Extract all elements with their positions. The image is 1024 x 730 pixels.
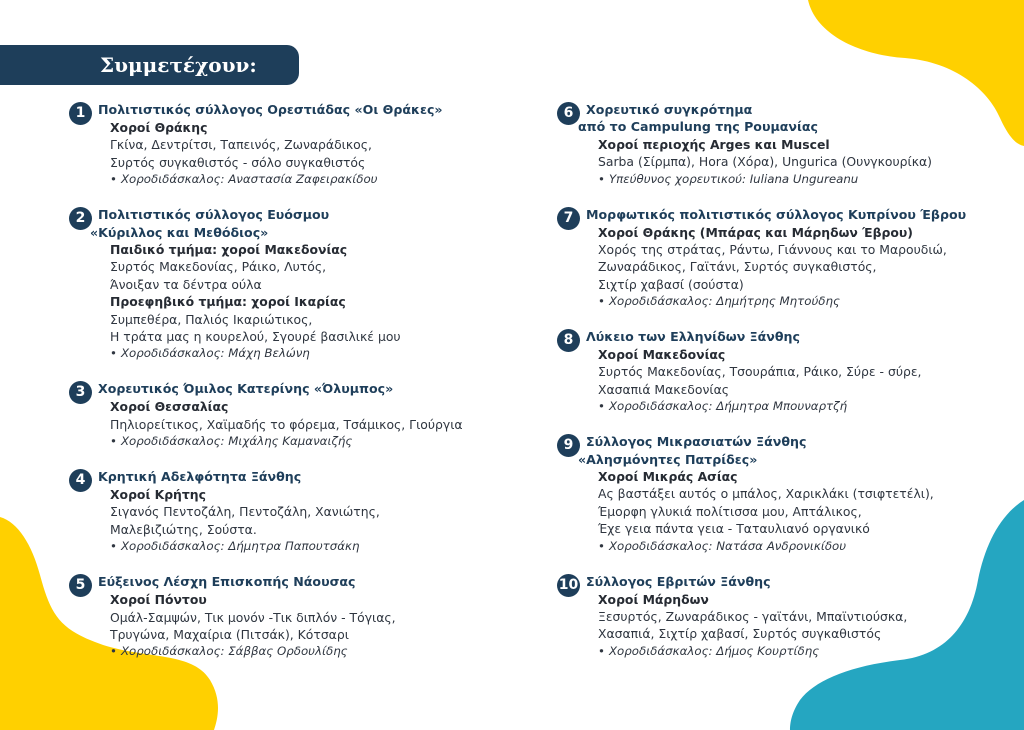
entry-title (557, 101, 997, 136)
instructor-note (598, 643, 997, 660)
left-column (69, 101, 509, 678)
instructor-text: Χοροδιδάσκαλος: Μάχη Βελώνη (120, 346, 310, 361)
instructor-text: Χοροδιδάσκαλος: Δήμητρα Μπουναρτζή (608, 399, 848, 414)
dance-group-heading: Χοροί Μικράς Ασίας (598, 469, 738, 484)
dance-list-line: Συρτός Μακεδονίας, Τσουράπια, Ράικο, Σύρε - σύρε, (598, 364, 922, 380)
entry-title-line: Μορφωτικός πολιτιστικός σύλλογος Κυπρίνου Έβρου (586, 206, 967, 222)
participant-entry (69, 468, 509, 556)
dance-group-heading: Χοροί Θράκης (Μπάρας και Μάρηδων Έβρου) (598, 224, 913, 240)
entry-body (69, 486, 509, 556)
entry-number-badge: 1 (69, 102, 92, 125)
dance-group-heading: Χοροί Μάρηδων (598, 591, 709, 607)
dance-list-line: Χορός της στράτας, Ράντω, Γιάννους και το Μαρουδιώ, (598, 241, 947, 257)
instructor-note (110, 433, 509, 450)
instructor-text: Χοροδιδάσκαλος: Μιχάλης Καμαναιζής (120, 434, 353, 449)
bullet-icon: • (110, 539, 117, 554)
bullet-icon: • (598, 399, 605, 414)
entry-title-line: «Κύριλλος και Μεθόδιος» (90, 224, 269, 240)
entry-title-line: Πολιτιστικός σύλλογος Ορεστιάδας «Οι Θράκες» (98, 102, 443, 117)
instructor-text: Χοροδιδάσκαλος: Νατάσα Ανδρονικίδου (608, 538, 847, 553)
entry-number-badge: 2 (69, 207, 92, 230)
entry-number-badge: 8 (557, 329, 580, 352)
entry-title-row (69, 101, 509, 119)
bullet-icon: • (110, 434, 117, 449)
participant-entry (557, 433, 997, 555)
instructor-text: Χοροδιδάσκαλος: Δήμητρα Παπουτσάκη (120, 539, 360, 554)
dance-list-line: Η τράτα μας η κουρελού, Σγουρέ βασιλικέ μου (110, 328, 401, 344)
right-column (557, 101, 997, 678)
dance-list-line: Χασαπιά, Σιχτίρ χαβασί, Συρτός συγκαθιστός (598, 626, 882, 642)
participant-entry (69, 380, 509, 450)
participant-entry (69, 206, 509, 363)
entry-title-line: από το Campulung της Ρουμανίας (578, 119, 818, 135)
dance-list-line: Έμορφη γλυκιά πολίτισσα μου, Απτάλικος, (598, 503, 862, 519)
page-title: Συμμετέχουν: (0, 45, 299, 85)
bullet-icon: • (598, 171, 605, 186)
participant-entry (557, 573, 997, 661)
dance-group-heading: Χοροί Μακεδονίας (598, 347, 726, 363)
entry-title (557, 206, 997, 223)
dance-list-line: Σιχτίρ χαβασί (σούστα) (598, 276, 744, 292)
entry-title (69, 101, 509, 118)
instructor-text: Υπεύθυνος χορευτικού: Iuliana Ungureanu (608, 171, 859, 186)
entry-number-badge: 4 (69, 469, 92, 492)
entry-title (69, 206, 509, 241)
entry-title-row (69, 206, 509, 241)
entry-title-line: Σύλλογος Εβριτών Ξάνθης (586, 573, 771, 589)
instructor-note (110, 345, 509, 362)
entry-number-badge: 3 (69, 381, 92, 404)
dance-list-line: Ομάλ-Σαμψών, Τικ μονόν -Τικ διπλόν - Τόγιας, (110, 609, 396, 625)
dance-list-line: Άνοιξαν τα δέντρα ούλα (110, 276, 262, 292)
bullet-icon: • (598, 294, 605, 309)
entry-title (69, 468, 509, 485)
entry-body (557, 468, 997, 555)
entry-title (69, 380, 509, 397)
entry-title-line: Χορευτικό συγκρότημα (586, 102, 753, 117)
entry-body (557, 346, 997, 416)
entry-title-row (69, 573, 509, 594)
entry-title-line: Χορευτικός Όμιλος Κατερίνης «Όλυμπος» (98, 381, 394, 397)
bullet-icon: • (598, 643, 605, 658)
entry-title-line: Εύξεινος Λέσχη Επισκοπής Νάουσας (98, 574, 356, 590)
entry-title-line: Κρητική Αδελφότητα Ξάνθης (98, 469, 302, 484)
entry-body (69, 241, 509, 363)
instructor-note (598, 293, 997, 310)
entry-title-line: «Αλησμόνητες Πατρίδες» (578, 451, 758, 467)
bullet-icon: • (110, 172, 117, 187)
entry-title (557, 433, 997, 468)
entry-title-row (557, 206, 997, 224)
entry-title-line: Σύλλογος Μικρασιατών Ξάνθης (586, 434, 807, 450)
dance-list-line: Ας βαστάξει αυτός ο μπάλος, Χαρικλάκι (τσιφτετέλι), (598, 486, 934, 502)
dance-list-line: Συμπεθέρα, Παλιός Ικαριώτικος, (110, 311, 313, 327)
instructor-text: Χοροδιδάσκαλος: Αναστασία Ζαφειρακίδου (120, 172, 378, 187)
participant-entry (69, 573, 509, 661)
entry-title-line: Πολιτιστικός σύλλογος Ευόσμου (98, 207, 330, 223)
instructor-note (110, 643, 509, 660)
dance-list-line: Sarba (Σίρμπα), Hora (Χόρα), Ungurica (Ουνγκουρίκα) (598, 154, 933, 170)
entry-number-badge: 5 (69, 574, 92, 597)
entry-body (557, 591, 997, 661)
dance-group-heading: Χοροί Θράκης (110, 120, 208, 135)
entry-title-row (69, 468, 509, 486)
entry-title (69, 573, 509, 590)
bullet-icon: • (110, 644, 117, 659)
entry-body (69, 398, 509, 450)
dance-group-heading: Χοροί περιοχής Arges και Muscel (598, 136, 830, 152)
entry-number-badge: 6 (557, 102, 580, 125)
dance-group-heading: Χοροί Πόντου (110, 592, 207, 608)
instructor-note (598, 398, 997, 415)
entry-title-line: Λύκειο των Ελληνίδων Ξάνθης (586, 329, 800, 345)
entry-title-row (557, 328, 997, 349)
bullet-icon: • (110, 346, 117, 361)
entry-title-row (69, 380, 509, 401)
dance-list-line: Γκίνα, Δεντρίτσι, Ταπεινός, Ζωναράδικος, (110, 137, 372, 153)
entry-title (557, 573, 997, 590)
instructor-text: Χοροδιδάσκαλος: Δήμος Κουρτίδης (608, 643, 820, 658)
dance-list-line: Χασαπιά Μακεδονίας (598, 381, 730, 397)
dance-list-line: Έχε γεια πάντα γεια - Ταταυλιανό οργανικό (598, 521, 870, 537)
instructor-text: Χοροδιδάσκαλος: Δημήτρης Μητούδης (608, 294, 840, 309)
dance-group-heading: Χοροί Κρήτης (110, 487, 206, 502)
entry-title-row (557, 573, 997, 591)
entry-number-badge: 7 (557, 207, 580, 230)
participant-entry (557, 328, 997, 416)
dance-group-heading: Χοροί Θεσσαλίας (110, 399, 229, 415)
entry-title-row (557, 101, 997, 136)
entry-body (557, 224, 997, 311)
participant-entry (557, 206, 997, 311)
dance-list-line: Ξεσυρτός, Ζωναράδικος - γαϊτάνι, Μπαϊντιούσκα, (598, 608, 908, 624)
dance-group-heading: Παιδικό τμήμα: χοροί Μακεδονίας (110, 241, 348, 257)
dance-list-line: Πηλιορείτικος, Χαϊμαδής το φόρεμα, Τσάμικος, Γιούργια (110, 416, 463, 432)
entry-body (69, 591, 509, 661)
dance-list-line: Συρτός Μακεδονίας, Ράικο, Λυτός, (110, 259, 327, 275)
instructor-note (110, 538, 509, 555)
dance-list-line: Σιγανός Πεντοζάλη, Πεντοζάλη, Χανιώτης, (110, 504, 380, 520)
entry-title (557, 328, 997, 345)
instructor-note (598, 171, 997, 188)
entry-number-badge: 9 (557, 434, 580, 457)
dance-list-line: Ζωναράδικος, Γαϊτάνι, Συρτός συγκαθιστός, (598, 259, 877, 275)
dance-list-line: Τρυγώνα, Μαχαίρια (Πιτσάκ), Κότσαρι (110, 626, 349, 642)
instructor-text: Χοροδιδάσκαλος: Σάββας Ορδουλίδης (120, 644, 348, 659)
bullet-icon: • (598, 538, 605, 553)
instructor-note (110, 171, 509, 188)
dance-list-line: Μαλεβιζιώτης, Σούστα. (110, 521, 257, 537)
dance-list-line: Συρτός συγκαθιστός - σόλο συγκαθιστός (110, 154, 366, 170)
participant-entry (69, 101, 509, 189)
dance-group-heading: Προεφηβικό τμήμα: χοροί Ικαρίας (110, 294, 346, 310)
instructor-note (598, 538, 997, 555)
participant-entry (557, 101, 997, 188)
entry-number-badge: 10 (557, 574, 580, 597)
entry-body (557, 136, 997, 188)
entry-title-row (557, 433, 997, 468)
entry-body (69, 119, 509, 189)
